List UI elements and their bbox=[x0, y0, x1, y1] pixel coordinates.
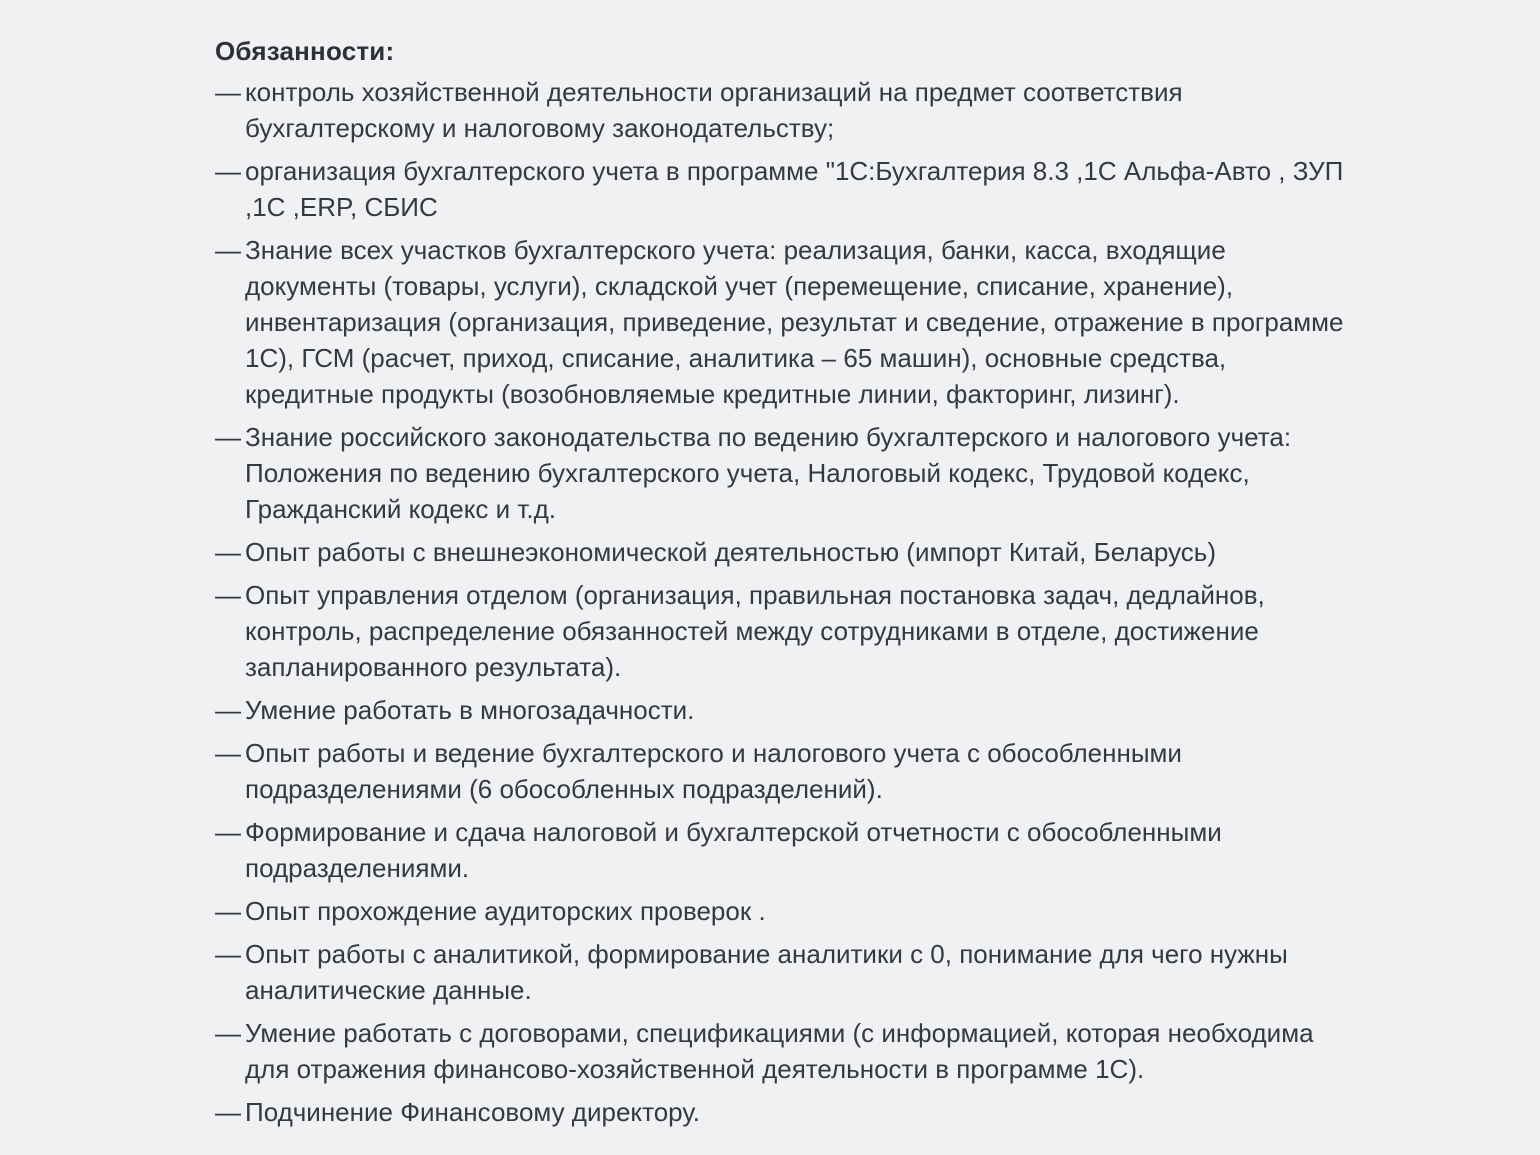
list-item bbox=[215, 893, 1353, 929]
list-item-text: Опыт работы с аналитикой, формирование аналитики с 0, понимание для чего нужны аналитические данные. bbox=[245, 939, 1288, 1005]
list-item bbox=[215, 419, 1353, 527]
list-item bbox=[215, 153, 1353, 225]
list-item bbox=[215, 1094, 1353, 1130]
list-item bbox=[215, 735, 1353, 807]
list-item-text: организация бухгалтерского учета в программе "1С:Бухгалтерия 8.3 ,1С Альфа-Авто , ЗУП ,1С ,ERP, СБИС bbox=[245, 156, 1344, 222]
list-item bbox=[215, 534, 1353, 570]
list-item-text: Умение работать с договорами, спецификациями (с информацией, которая необходима для отражения финансово-хозяйственной деятельности в программе 1С). bbox=[245, 1018, 1314, 1084]
dash-bullet: — bbox=[215, 580, 241, 610]
list-item-text: Опыт работы с внешнеэкономической деятельностью (импорт Китай, Беларусь) bbox=[245, 537, 1217, 567]
list-item-text: Опыт управления отделом (организация, правильная постановка задач, дедлайнов, контроль, распределение обязанностей между сотрудниками в отделе, достижение запланированного результата). bbox=[245, 580, 1265, 682]
section-title: Обязанности: bbox=[215, 36, 395, 66]
list-item bbox=[215, 814, 1353, 886]
list-item bbox=[215, 577, 1353, 685]
list-item-text: Знание российского законодательства по ведению бухгалтерского и налогового учета: Положения по ведению бухгалтерского учета, Налоговый кодекс, Трудовой кодекс, Гражданский кодекс и т.д. bbox=[245, 422, 1292, 524]
dash-bullet: — bbox=[215, 817, 241, 847]
list-item-text: Опыт прохождение аудиторских проверок . bbox=[245, 896, 766, 926]
list-item-text: Формирование и сдача налоговой и бухгалтерской отчетности с обособленными подразделениями. bbox=[245, 817, 1222, 883]
responsibilities-list bbox=[215, 74, 1353, 1130]
dash-bullet: — bbox=[215, 1018, 241, 1048]
list-item bbox=[215, 232, 1353, 412]
dash-bullet: — bbox=[215, 537, 241, 567]
responsibilities-section bbox=[215, 0, 1353, 1130]
dash-bullet: — bbox=[215, 77, 241, 107]
list-item-text: Знание всех участков бухгалтерского учета: реализация, банки, касса, входящие документы (товары, услуги), складской учет (перемещение, списание, хранение), инвентаризация (организация, приведение, результат и сведение, отражение в программе 1С), ГСМ (расчет, приход, списание, аналитика – 65 машин), основные средства, кредитные продукты (возобновляемые кредитные линии, факторинг, лизинг). bbox=[245, 235, 1344, 409]
list-item-text: контроль хозяйственной деятельности организаций на предмет соответствия бухгалтерскому и налоговому законодательству; bbox=[245, 77, 1183, 143]
list-item bbox=[215, 74, 1353, 146]
dash-bullet: — bbox=[215, 422, 241, 452]
dash-bullet: — bbox=[215, 738, 241, 768]
list-item bbox=[215, 692, 1353, 728]
list-item bbox=[215, 1015, 1353, 1087]
dash-bullet: — bbox=[215, 235, 241, 265]
dash-bullet: — bbox=[215, 695, 241, 725]
list-item-text: Подчинение Финансовому директору. bbox=[245, 1097, 700, 1127]
dash-bullet: — bbox=[215, 156, 241, 186]
list-item bbox=[215, 936, 1353, 1008]
list-item-text: Опыт работы и ведение бухгалтерского и налогового учета с обособленными подразделениями (6 обособленных подразделений). bbox=[245, 738, 1182, 804]
list-item-text: Умение работать в многозадачности. bbox=[245, 695, 695, 725]
dash-bullet: — bbox=[215, 896, 241, 926]
dash-bullet: — bbox=[215, 1097, 241, 1127]
dash-bullet: — bbox=[215, 939, 241, 969]
